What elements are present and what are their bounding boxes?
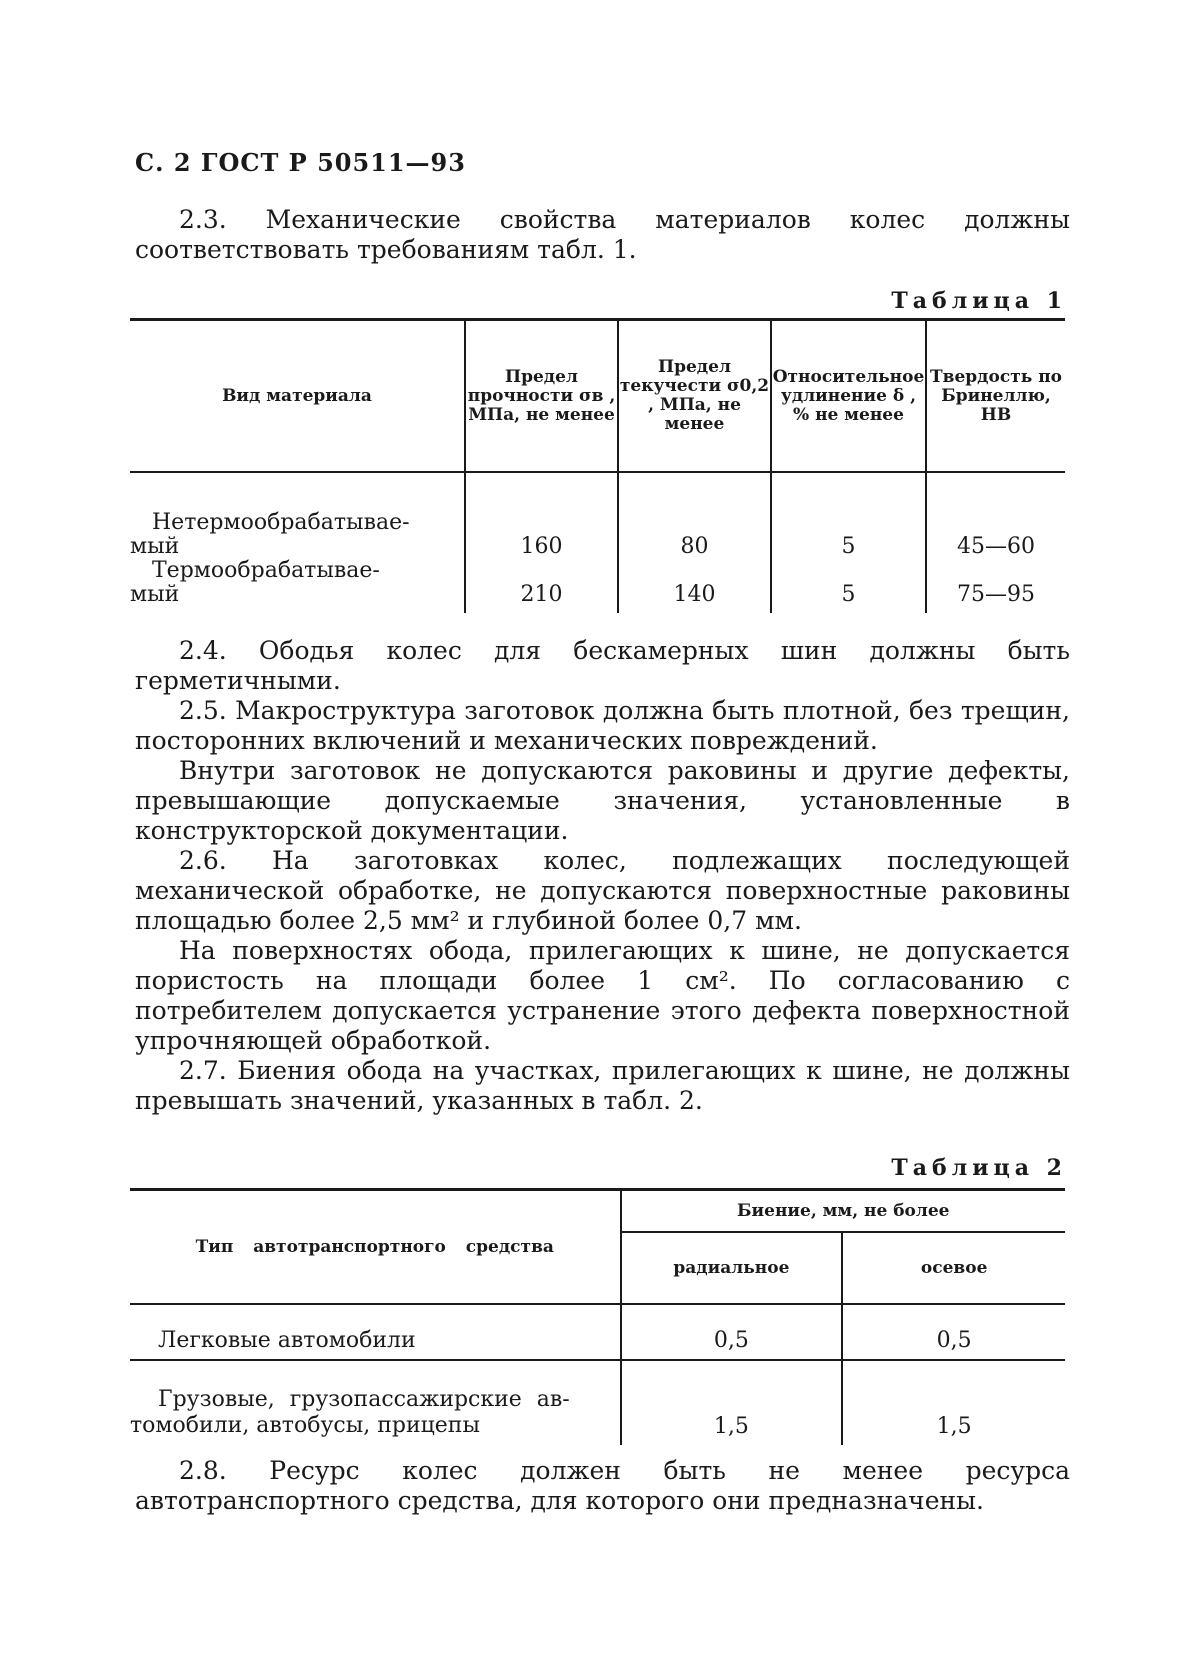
paragraph-2-3: 2.3. Механические свойства материалов колес должны соответствовать требованиям табл. 1. [135,205,1070,264]
vehicle-name-line2: томобили, автобусы, прицепы [130,1413,480,1438]
table-1 [130,318,1065,613]
table2-cell: 1,5 [842,1360,1065,1445]
table1-cell: 80 [618,472,771,559]
paragraph-2-6-cont: На поверхностях обода, прилегающих к шине, не допускается пористость на площади более 1 см². По согласованию с потребителем допускается устранение этого дефекта поверхностной упрочняющей обработкой. [135,936,1070,1055]
paragraph-2-4: 2.4. Ободья колес для бескамерных шин должны быть герметичными. [135,636,1070,695]
table1-cell: 210 [465,559,618,613]
table1-cell: 5 [771,472,926,559]
table-row [130,1360,1065,1445]
table1-cell-material [130,559,465,613]
table1-cell: 5 [771,559,926,613]
table2-cell-vehicle [130,1360,621,1445]
table2-header-beat: Биение, мм, не более [621,1190,1065,1233]
paragraph-2-6: 2.6. На заготовках колес, подлежащих последующей механической обработке, не допускаются поверхностные раковины площадью более 2,5 мм² и глубиной более 0,7 мм. [135,846,1070,935]
table1-cell: 140 [618,559,771,613]
vehicle-name-line1: Грузовые, грузопассажирские ав- [158,1387,570,1412]
paragraph-2-8: 2.8. Ресурс колес должен быть не менее ресурса автотранспортного средства, для которого они предназначены. [135,1456,1070,1515]
table2-cell: 0,5 [842,1304,1065,1360]
table1-cell: 45—60 [926,472,1065,559]
material-name-line1: Термообрабатывае- [152,558,380,583]
material-name-line1: Нетермообрабатывае- [152,510,410,535]
table1-header-yield: Предел текучести σ0,2 , МПа, не менее [618,320,771,473]
table-row [130,559,1065,613]
table-row [130,1304,1065,1360]
table1-cell-material [130,472,465,559]
table1-cell: 75—95 [926,559,1065,613]
table1-header-hardness: Твердость по Бринеллю, НВ [926,320,1065,473]
table2-cell: 1,5 [621,1360,843,1445]
table2-header-radial: радиальное [621,1232,843,1304]
table1-header-row [130,320,1065,473]
table1-header-material: Вид материала [130,320,465,473]
table2-header-row [130,1190,1065,1233]
table2-cell-vehicle: Легковые автомобили [130,1304,621,1360]
table1-cell: 160 [465,472,618,559]
table2-header-axial: осевое [842,1232,1065,1304]
paragraph-2-5-cont: Внутри заготовок не допускаются раковины и другие дефекты, превышающие допускаемые значения, установленные в конструкторской документации. [135,756,1070,845]
table2-caption: Таблица 2 [891,1155,1067,1181]
material-name-line2: мый [130,534,180,559]
paragraph-2-5: 2.5. Макроструктура заготовок должна быть плотной, без трещин, посторонних включений и механических повреждений. [135,696,1070,755]
table1-header-elongation: Относительное удлинение δ , % не менее [771,320,926,473]
material-name-line2: мый [130,582,180,607]
table2-header-type: Тип автотранспортного средства [130,1190,621,1305]
table1-header-strength: Предел прочности σв , МПа, не менее [465,320,618,473]
table1-caption: Таблица 1 [891,288,1067,314]
table-2 [130,1188,1065,1445]
paragraph-2-7: 2.7. Биения обода на участках, прилегающих к шине, не должны превышать значений, указанных в табл. 2. [135,1056,1070,1115]
table2-cell: 0,5 [621,1304,843,1360]
page-header: С. 2 ГОСТ Р 50511—93 [135,148,466,177]
table-row [130,472,1065,559]
